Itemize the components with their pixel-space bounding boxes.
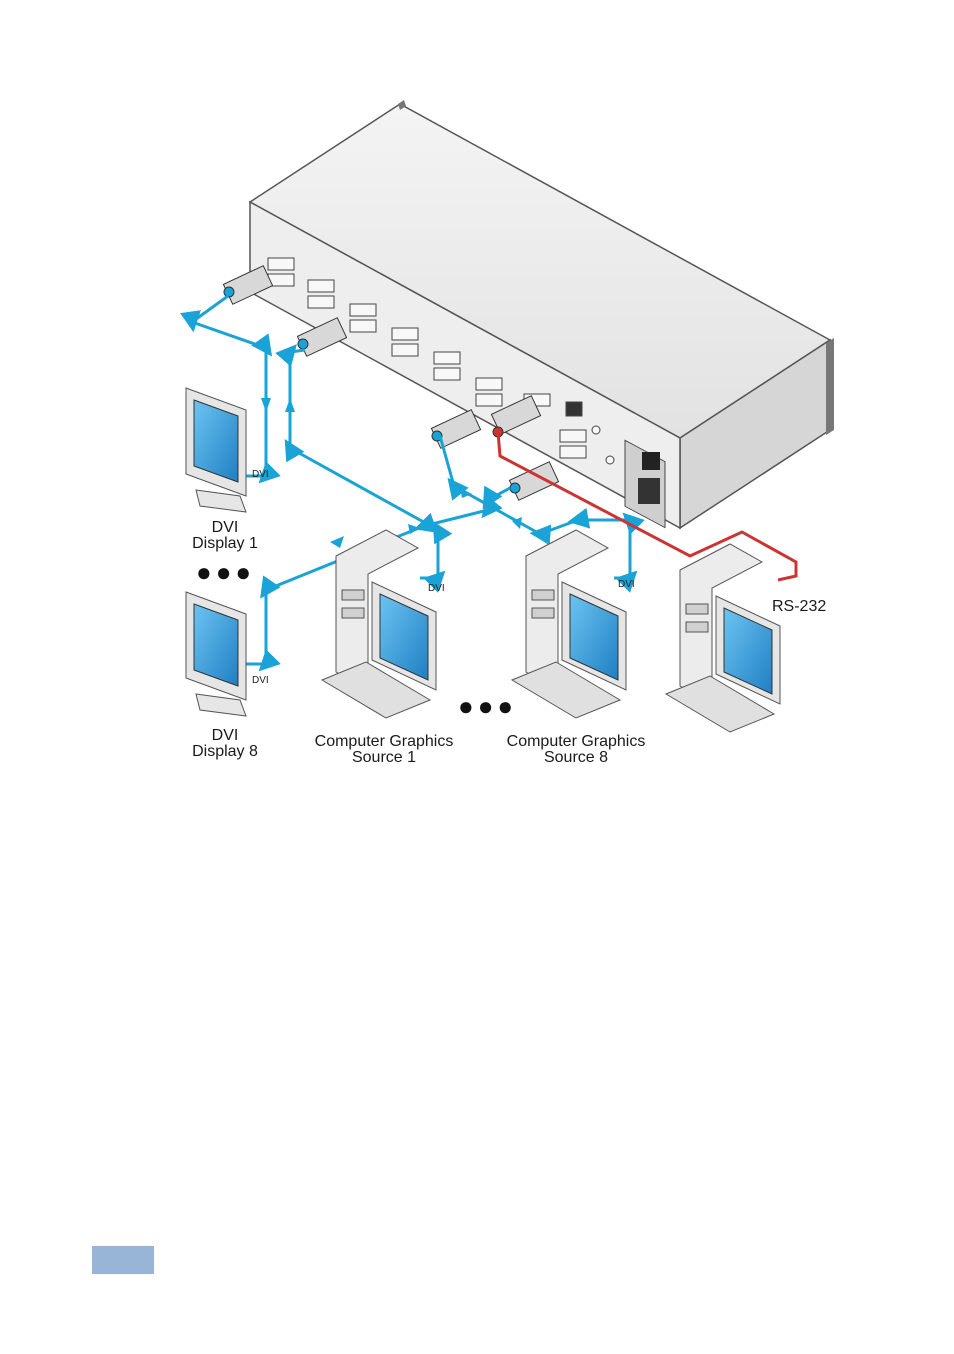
cable-label-source-8: DVI	[618, 579, 635, 590]
display-1-title-line1: DVI	[211, 519, 239, 536]
cable-label-rs232: RS-232	[772, 598, 827, 615]
matrix-switcher	[250, 100, 834, 528]
source-8-label	[492, 734, 660, 766]
source-1-title-line1: Computer Graphics	[314, 733, 454, 750]
display-8	[186, 592, 246, 716]
page-number-tab	[92, 1246, 154, 1274]
ellipsis-sources: ●●●	[458, 691, 518, 721]
cable-label-display-1: DVI	[252, 469, 269, 480]
source-1-label	[300, 734, 468, 766]
cable-label-display-8: DVI	[252, 675, 269, 686]
ellipsis-displays: ●●●	[196, 557, 256, 587]
computer-source-8	[512, 530, 626, 718]
display-1	[186, 388, 246, 512]
computer-source-1	[322, 530, 436, 718]
display-1-label	[170, 520, 280, 552]
display-8-title-line1: DVI	[211, 727, 239, 744]
source-1-title-line2: Source 1	[351, 749, 417, 766]
computer-controller	[666, 544, 780, 732]
display-1-title-line2: Display 1	[192, 535, 258, 552]
display-8-label	[170, 728, 280, 760]
cable-label-source-1: DVI	[428, 583, 445, 594]
source-8-title-line2: Source 8	[543, 749, 609, 766]
source-8-title-line1: Computer Graphics	[506, 733, 646, 750]
display-8-title-line2: Display 8	[192, 743, 258, 760]
